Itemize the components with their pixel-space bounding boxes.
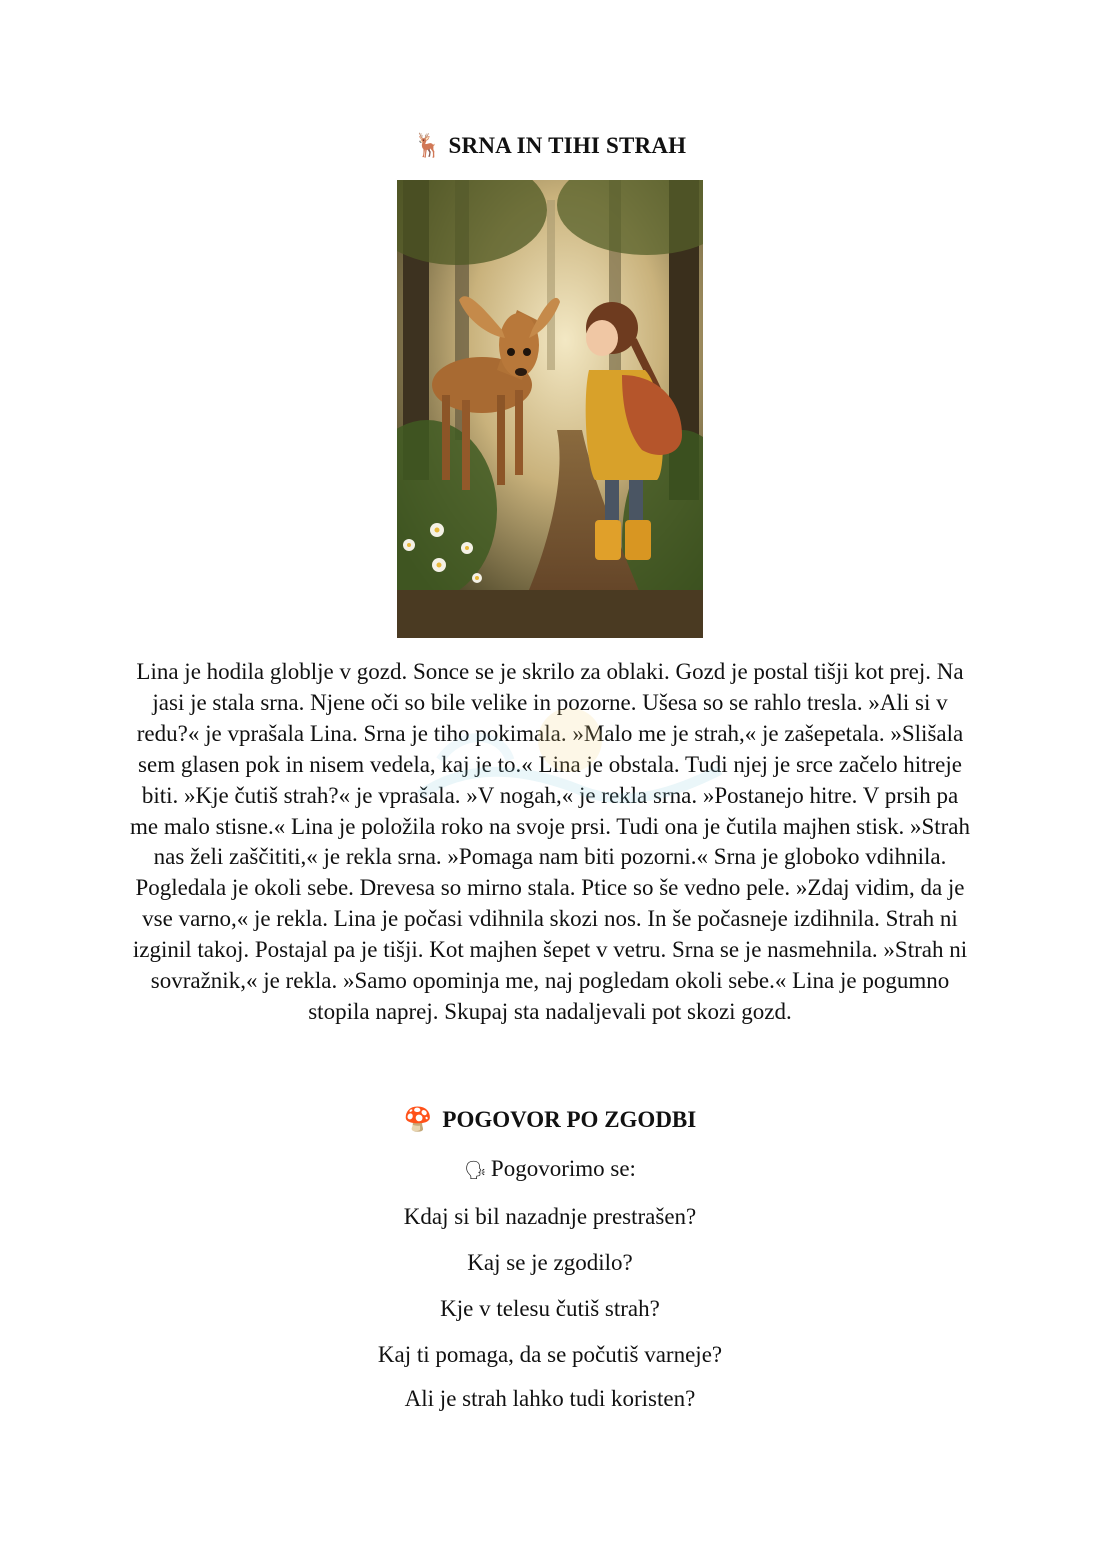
question-1: Kdaj si bil nazadnje prestrašen? — [403, 1204, 697, 1229]
talk-label: Pogovorimo se: — [490, 1156, 636, 1181]
question-3: Kje v telesu čutiš strah? — [440, 1296, 660, 1321]
discussion-title-text: POGOVOR PO ZGODBI — [442, 1107, 697, 1132]
mushroom-icon: 🍄 — [403, 1107, 433, 1133]
question-4: Kaj ti pomaga, da se počutiš varneje? — [377, 1342, 723, 1367]
story-text: Lina je hodila globlje v gozd. Sonce se je skrilo za oblaki. Gozd je postal tišji kot prej. Na jasi je stala srna. Njene oči so bile velike in pozorne. Ušesa so se rahlo tresla. »Ali si v redu?« je vprašala Lina. Srna je tiho pokimala. »Malo me je strah,« je zašepetala. »Slišala sem glasen pok in nisem vedela, kaj je to.« Lina je obstala. Tudi njej je srce začelo hitreje biti. »Kje čutiš strah?« je vprašala. »V nogah,« je rekla srna. »Postanejo hitre. V prsih pa me malo stisne.« Lina je položila roko na svoje prsi. Tudi ona je čutila majhen stisk. »Strah nas želi zaščititi,« je rekla srna. »Pomaga nam biti pozorni.« Srna je globoko vdihnila. Pogledala je okoli sebe. Drevesa so mirno stala. Ptice so še vedno pele. »Zdaj vidim, da je vse varno,« je rekla. Lina je počasi vdihnila skozi nos. In še počasneje izdihnila. Strah ni izginil takoj. Postajal pa je tišji. Kot majhen šepet v vetru. Srna se je nasmehnila. »Strah ni sovražnik,« je rekla. »Samo opominja me, naj pogledam okoli sebe.« Lina je pogumno stopila naprej. Skupaj sta nadaljevali pot skozi gozd. — [129, 659, 971, 1024]
discussion-title — [0, 1106, 1100, 1133]
story-illustration — [397, 180, 703, 638]
deer-icon: 🦌 — [413, 133, 443, 159]
story-title-text: SRNA IN TIHI STRAH — [448, 133, 687, 158]
speaking-head-icon: 🗣 — [464, 1160, 487, 1181]
story-title — [0, 132, 1100, 159]
question-5: Ali je strah lahko tudi koristen? — [404, 1386, 696, 1411]
question-2: Kaj se je zgodilo? — [467, 1250, 633, 1275]
talk-prompt — [0, 1156, 1100, 1182]
